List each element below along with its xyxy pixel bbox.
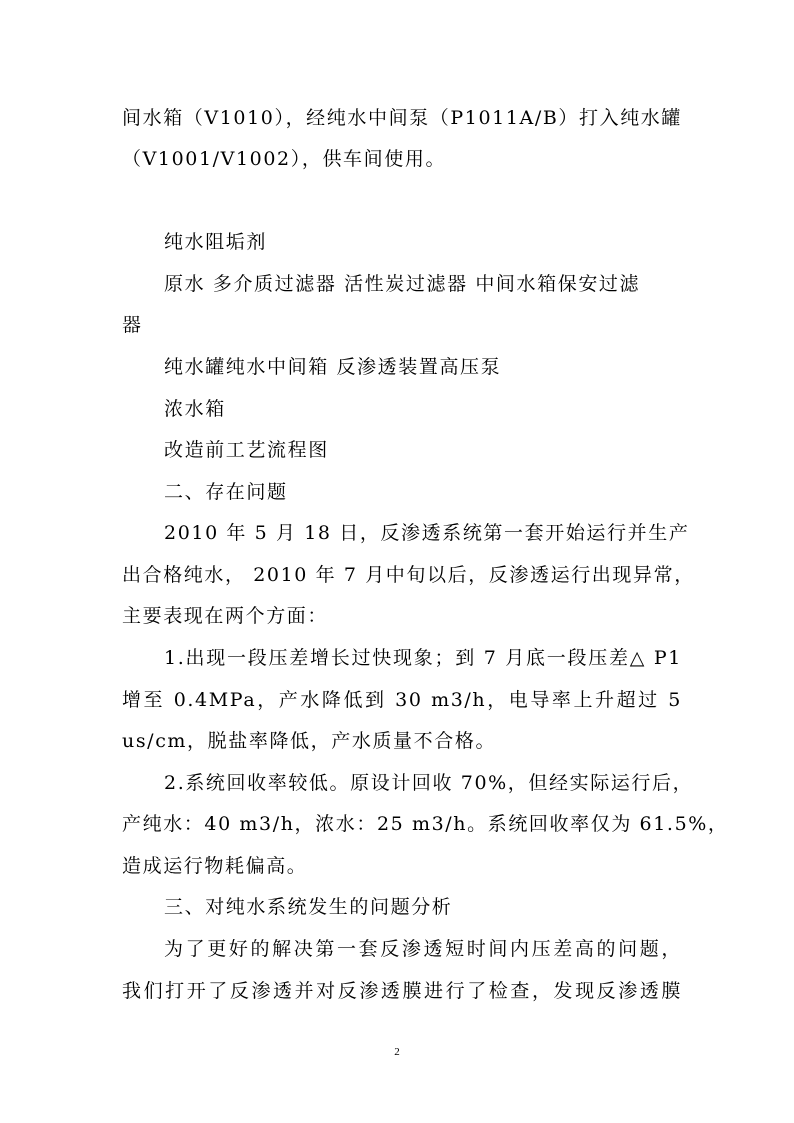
diagram-label-process-row-1: 原水 多介质过滤器 活性炭过滤器 中间水箱保安过滤 xyxy=(164,273,641,295)
list-item-2-line-1: 2.系统回收率较低。原设计回收 70%，但经实际运行后， xyxy=(164,772,694,794)
body-line-analysis-1: 为了更好的解决第一套反渗透短时间内压差高的问题， xyxy=(164,938,682,960)
figure-caption: 改造前工艺流程图 xyxy=(164,439,329,461)
body-line-1: 间水箱（V1010），经纯水中间泵（P1011A/B）打入纯水罐 xyxy=(122,107,682,129)
diagram-label-process-row-2: 纯水罐纯水中间箱 反渗透装置高压泵 xyxy=(164,356,502,378)
list-item-2-line-3: 造成运行物耗偏高。 xyxy=(122,855,308,877)
diagram-label-antiscalant: 纯水阻垢剂 xyxy=(164,231,268,253)
list-item-2-line-2: 产纯水：40 m3/h，浓水：25 m3/h。系统回收率仅为 61.5%， xyxy=(122,813,729,835)
body-line-problems-2: 出合格纯水， 2010 年 7 月中旬以后，反渗透运行出现异常， xyxy=(122,564,695,586)
diagram-label-concentrate-tank: 浓水箱 xyxy=(164,398,226,420)
list-item-1-line-1: 1.出现一段压差增长过快现象；到 7 月底一段压差△ P1 xyxy=(164,647,682,669)
body-line-analysis-2: 我们打开了反渗透并对反渗透膜进行了检查，发现反渗透膜 xyxy=(122,980,682,1002)
section-heading-analysis: 三、对纯水系统发生的问题分析 xyxy=(164,896,453,918)
section-heading-problems: 二、存在问题 xyxy=(164,481,288,503)
body-line-problems-1: 2010 年 5 月 18 日，反渗透系统第一套开始运行并生产 xyxy=(164,522,690,544)
diagram-label-process-row-1-cont: 器 xyxy=(122,314,143,336)
body-line-problems-3: 主要表现在两个方面： xyxy=(122,605,329,627)
page-number: 2 xyxy=(394,1046,400,1058)
list-item-1-line-2: 增至 0.4MPa，产水降低到 30 m3/h，电导率上升超过 5 xyxy=(122,689,682,711)
body-line-2: （V1001/V1002），供车间使用。 xyxy=(122,148,447,170)
list-item-1-line-3: us/cm，脱盐率降低，产水质量不合格。 xyxy=(122,730,497,752)
